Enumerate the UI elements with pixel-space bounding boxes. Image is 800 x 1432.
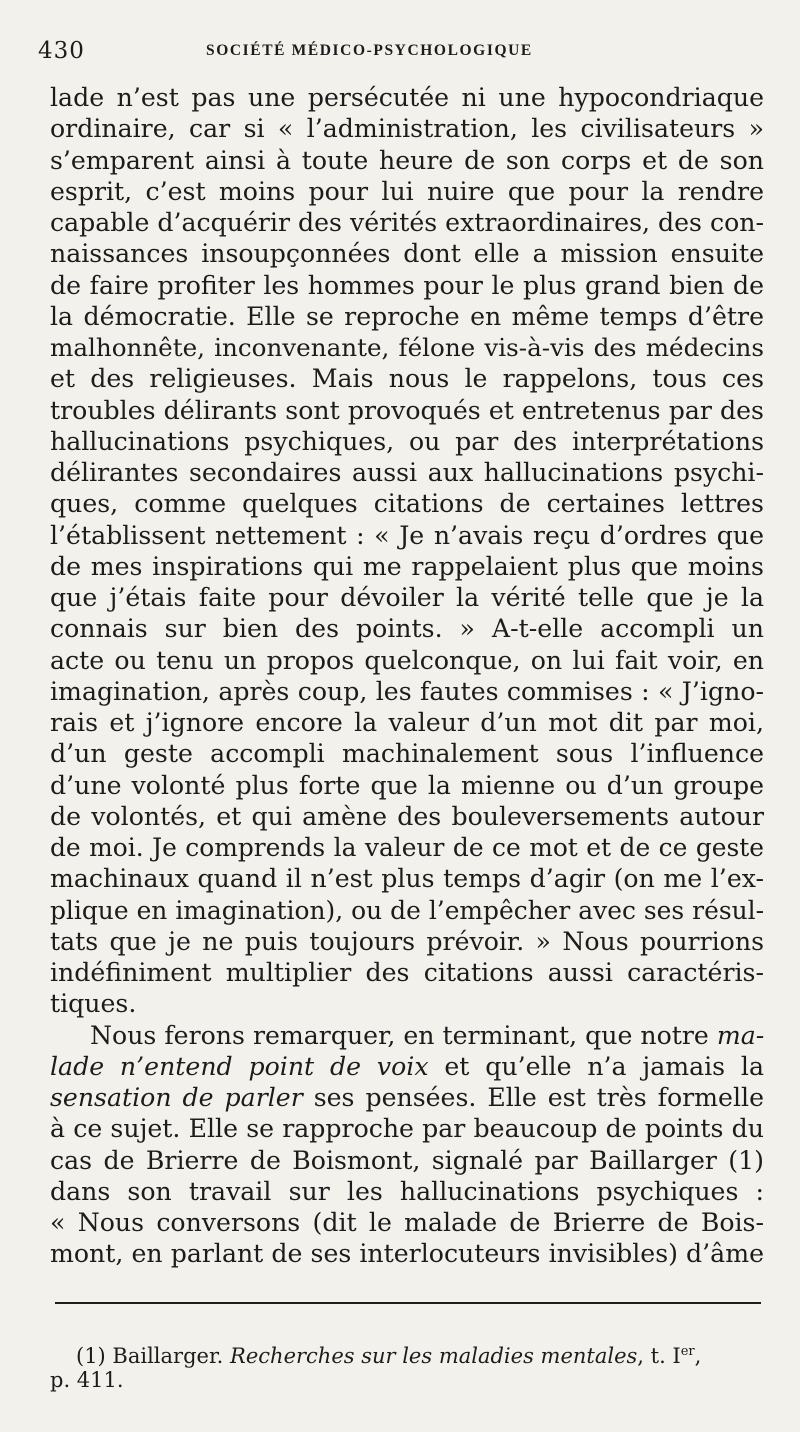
text-span: , t. I	[637, 1344, 681, 1368]
text-line: naissances insoupçonnées dont elle a mission ensuite	[50, 239, 764, 269]
page-header	[38, 38, 762, 74]
text-line: de mes inspirations qui me rappelaient plus que moins	[50, 551, 764, 581]
italic-span: sensation de parler	[50, 1083, 303, 1112]
text-line: d’une volonté plus forte que la mienne ou d’un groupe	[50, 770, 764, 800]
text-line: connais sur bien des points. » A-t-elle accompli un	[50, 614, 764, 644]
running-title: SOCIÉTÉ MÉDICO-PSYCHOLOGIQUE	[206, 42, 533, 59]
text-span: Nous ferons remarquer, en terminant, que notre	[90, 1020, 717, 1050]
text-line: l’établissent nettement : « Je n’avais reçu d’ordres que	[50, 520, 764, 550]
text-span: ,	[694, 1344, 702, 1368]
text-line: capable d’acquérir des vérités extraordinaires, des con-	[50, 208, 764, 237]
footnote-marker: (1) Baillarger.	[76, 1344, 231, 1368]
text-line: lade n’est pas une persécutée ni une hypocondriaque	[50, 83, 764, 112]
paragraph-start-line	[50, 1020, 764, 1051]
footnote-rule	[55, 1302, 761, 1304]
text-line: esprit, c’est moins pour lui nuire que pour la rendre	[50, 176, 764, 206]
text-line: rais et j’ignore encore la valeur d’un mot dit par moi,	[50, 708, 764, 737]
text-line: cas de Brierre de Boismont, signalé par Baillarger (1)	[50, 1145, 764, 1175]
text-line: de moi. Je comprends la valeur de ce mot et de ce geste	[50, 833, 764, 862]
text-line: plique en imagination), ou de l’empêcher avec ses résul-	[50, 895, 764, 925]
footnote-line	[50, 1338, 764, 1366]
text-line: d’un geste accompli machinalement sous l’influence	[50, 739, 764, 769]
text-line: de faire profiter les hommes pour le plus grand bien de	[50, 270, 764, 300]
text-line: tiques.	[50, 989, 137, 1019]
footnote-line: p. 411.	[50, 1368, 124, 1392]
text-line	[50, 1082, 764, 1113]
text-line: troubles délirants sont provoqués et entretenus par des	[50, 395, 764, 425]
body-text	[50, 82, 764, 1270]
text-line: mont, en parlant de ses interlocuteurs invisibles) d’âme	[50, 1239, 764, 1269]
text-line: ques, comme quelques citations de certaines lettres	[50, 489, 764, 519]
text-line: s’emparent ainsi à toute heure de son corps et de son	[50, 145, 764, 175]
footnote-title: Recherches sur les maladies mentales	[230, 1344, 638, 1368]
text-line: dans son travail sur les hallucinations psychiques :	[50, 1176, 764, 1206]
text-line: malhonnête, inconvenante, félone vis-à-vis des médecins	[50, 333, 764, 362]
page-number: 430	[38, 38, 85, 64]
text-line: à ce sujet. Elle se rapproche par beaucoup de points du	[50, 1114, 764, 1144]
text-line: « Nous conversons (dit le malade de Brierre de Bois-	[50, 1208, 764, 1237]
text-line: acte ou tenu un propos quelconque, on lui fait voir, en	[50, 645, 764, 675]
text-line: délirantes secondaires aussi aux hallucinations psychi-	[50, 458, 764, 487]
text-line: imagination, après coup, les fautes commises : « J’igno-	[50, 676, 764, 706]
text-line: tats que je ne puis toujours prévoir. » Nous pourrions	[50, 926, 764, 956]
text-line: et des religieuses. Mais nous le rappelons, tous ces	[50, 364, 764, 394]
italic-span: lade n’entend point de voix	[50, 1051, 429, 1081]
text-span: ses pensées. Elle est très formelle	[302, 1083, 764, 1112]
text-line: de volontés, et qui amène des bouleversements autour	[50, 801, 764, 831]
text-line: indéfiniment multiplier des citations aussi caractéris-	[50, 958, 764, 987]
text-line: machinaux quand il n’est plus temps d’agir (on me l’ex-	[50, 864, 764, 894]
footnote	[50, 1338, 764, 1394]
text-line: que j’étais faite pour dévoiler la vérité telle que je la	[50, 583, 764, 612]
text-span: et qu’elle n’a jamais la	[428, 1051, 764, 1081]
text-line: la démocratie. Elle se reproche en même temps d’être	[50, 301, 764, 331]
text-line	[50, 1051, 764, 1082]
italic-span: ma-	[716, 1020, 764, 1050]
text-line: ordinaire, car si « l’administration, les civilisateurs »	[50, 114, 764, 144]
text-line: hallucinations psychiques, ou par des interprétations	[50, 426, 764, 456]
superscript: er	[680, 1344, 695, 1359]
